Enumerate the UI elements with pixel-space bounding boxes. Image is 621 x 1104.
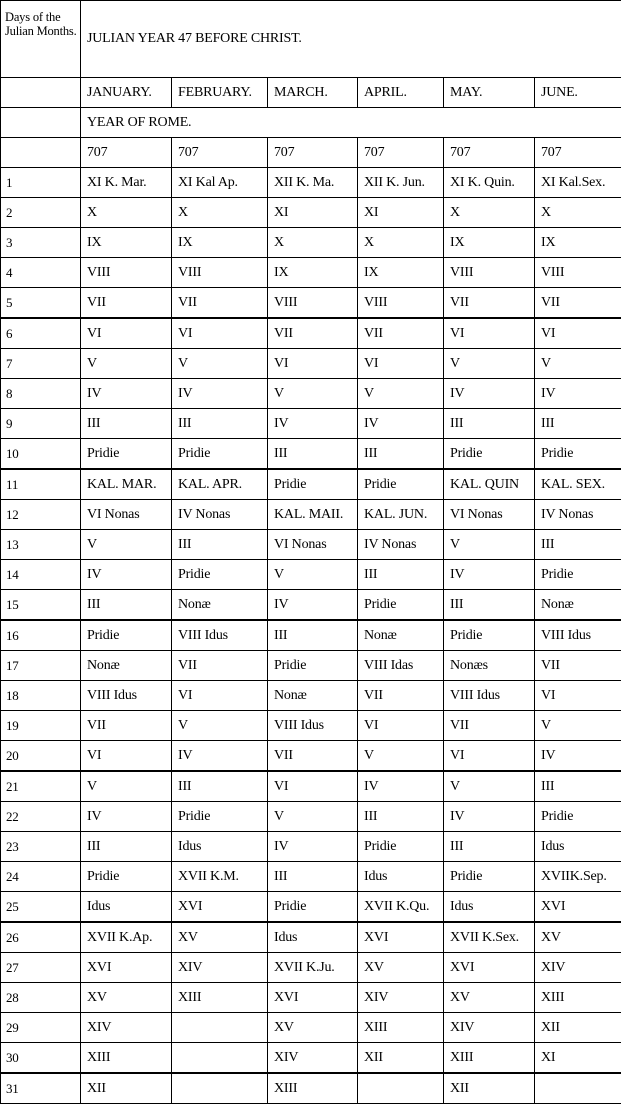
- calendar-cell: Idus: [81, 892, 172, 923]
- calendar-cell: VII: [358, 681, 444, 711]
- calendar-cell: III: [358, 802, 444, 832]
- calendar-cell: IX: [268, 258, 358, 288]
- calendar-cell: XVI: [81, 953, 172, 983]
- table-row: [1, 349, 621, 379]
- table-row: [1, 832, 621, 862]
- month-header-row: [1, 78, 621, 108]
- day-number: 31: [1, 1073, 81, 1104]
- calendar-cell: III: [172, 409, 268, 439]
- calendar-cell: VII: [268, 741, 358, 772]
- calendar-cell: XI: [358, 198, 444, 228]
- calendar-cell: IV: [172, 379, 268, 409]
- calendar-cell: KAL. QUIN: [444, 469, 535, 500]
- calendar-cell: XI Kal.Sex.: [535, 168, 621, 198]
- calendar-cell: Idus: [358, 862, 444, 892]
- year-value: 707: [535, 138, 621, 168]
- table-row: [1, 198, 621, 228]
- table-row: [1, 681, 621, 711]
- calendar-cell: XIII: [444, 1043, 535, 1074]
- calendar-cell: XV: [268, 1013, 358, 1043]
- calendar-cell: XVII K.Sex.: [444, 922, 535, 953]
- calendar-cell: VIII Idus: [172, 620, 268, 651]
- calendar-cell: VII: [358, 318, 444, 349]
- calendar-cell: XI K. Mar.: [81, 168, 172, 198]
- calendar-cell: III: [268, 620, 358, 651]
- month-header: FEBRUARY.: [172, 78, 268, 108]
- calendar-cell: VIII: [268, 288, 358, 319]
- calendar-cell: IV: [81, 379, 172, 409]
- calendar-cell: [535, 1073, 621, 1104]
- calendar-cell: III: [444, 590, 535, 621]
- calendar-cell: VII: [444, 711, 535, 741]
- day-number: 4: [1, 258, 81, 288]
- day-number: 11: [1, 469, 81, 500]
- table-title: JULIAN YEAR 47 BEFORE CHRIST.: [81, 1, 621, 78]
- calendar-cell: IV: [535, 741, 621, 772]
- calendar-cell: III: [535, 409, 621, 439]
- calendar-cell: V: [444, 349, 535, 379]
- calendar-cell: Pridie: [444, 620, 535, 651]
- table-row: [1, 560, 621, 590]
- calendar-cell: Pridie: [268, 651, 358, 681]
- calendar-cell: XV: [81, 983, 172, 1013]
- calendar-cell: V: [358, 741, 444, 772]
- day-number: 14: [1, 560, 81, 590]
- calendar-cell: VI: [81, 318, 172, 349]
- table-row: [1, 1073, 621, 1104]
- calendar-cell: VII: [268, 318, 358, 349]
- calendar-cell: IV: [268, 590, 358, 621]
- calendar-cell: VI: [81, 741, 172, 772]
- calendar-cell: XVI: [444, 953, 535, 983]
- day-number: 19: [1, 711, 81, 741]
- calendar-cell: V: [81, 771, 172, 802]
- day-number: 3: [1, 228, 81, 258]
- calendar-cell: X: [535, 198, 621, 228]
- calendar-cell: IX: [358, 258, 444, 288]
- blank-cell: [1, 138, 81, 168]
- year-of-rome-label: YEAR OF ROME.: [81, 108, 621, 138]
- calendar-cell: V: [268, 560, 358, 590]
- calendar-cell: XV: [358, 953, 444, 983]
- calendar-cell: Pridie: [358, 469, 444, 500]
- calendar-cell: V: [172, 711, 268, 741]
- calendar-cell: IX: [81, 228, 172, 258]
- table-row: [1, 862, 621, 892]
- calendar-cell: VII: [535, 651, 621, 681]
- calendar-cell: V: [535, 711, 621, 741]
- calendar-cell: VII: [172, 651, 268, 681]
- calendar-cell: VIII: [358, 288, 444, 319]
- table-row: [1, 1013, 621, 1043]
- calendar-cell: Pridie: [268, 892, 358, 923]
- calendar-cell: XVII K.Ap.: [81, 922, 172, 953]
- calendar-cell: XVI: [358, 922, 444, 953]
- calendar-cell: IV: [358, 771, 444, 802]
- calendar-cell: XI: [268, 198, 358, 228]
- day-number: 5: [1, 288, 81, 319]
- table-row: [1, 711, 621, 741]
- calendar-cell: VI: [268, 349, 358, 379]
- calendar-cell: IV: [172, 741, 268, 772]
- table-row: [1, 228, 621, 258]
- calendar-cell: VII: [81, 711, 172, 741]
- calendar-cell: XIV: [81, 1013, 172, 1043]
- calendar-cell: VI Nonas: [81, 500, 172, 530]
- calendar-cell: III: [81, 590, 172, 621]
- calendar-cell: III: [268, 439, 358, 470]
- calendar-cell: V: [358, 379, 444, 409]
- calendar-cell: III: [444, 409, 535, 439]
- calendar-cell: Pridie: [535, 560, 621, 590]
- calendar-cell: Nonæ: [535, 590, 621, 621]
- calendar-cell: V: [444, 771, 535, 802]
- calendar-cell: IV: [268, 409, 358, 439]
- calendar-cell: III: [268, 862, 358, 892]
- calendar-cell: IX: [535, 228, 621, 258]
- table-row: [1, 1043, 621, 1074]
- corner-header: Days of the Julian Months.: [1, 1, 81, 78]
- calendar-cell: V: [535, 349, 621, 379]
- calendar-cell: XV: [172, 922, 268, 953]
- calendar-cell: Pridie: [81, 439, 172, 470]
- calendar-cell: KAL. MAII.: [268, 500, 358, 530]
- calendar-cell: VII: [535, 288, 621, 319]
- day-number: 22: [1, 802, 81, 832]
- calendar-cell: IV: [444, 802, 535, 832]
- calendar-cell: VI: [535, 318, 621, 349]
- calendar-cell: IV: [358, 409, 444, 439]
- calendar-cell: XII: [535, 1013, 621, 1043]
- calendar-cell: V: [268, 379, 358, 409]
- table-row: [1, 741, 621, 772]
- calendar-cell: Pridie: [444, 439, 535, 470]
- calendar-cell: XV: [535, 922, 621, 953]
- calendar-cell: XVI: [268, 983, 358, 1013]
- day-number: 27: [1, 953, 81, 983]
- calendar-cell: XIV: [535, 953, 621, 983]
- month-header: JUNE.: [535, 78, 621, 108]
- month-header: APRIL.: [358, 78, 444, 108]
- calendar-cell: IV: [444, 560, 535, 590]
- month-header: MAY.: [444, 78, 535, 108]
- calendar-cell: XII: [81, 1073, 172, 1104]
- table-row: [1, 651, 621, 681]
- calendar-cell: XVII K.M.: [172, 862, 268, 892]
- calendar-cell: III: [535, 530, 621, 560]
- day-number: 6: [1, 318, 81, 349]
- year-value: 707: [172, 138, 268, 168]
- calendar-cell: KAL. APR.: [172, 469, 268, 500]
- day-number: 23: [1, 832, 81, 862]
- calendar-cell: Pridie: [81, 862, 172, 892]
- calendar-cell: VI: [444, 318, 535, 349]
- table-row: [1, 983, 621, 1013]
- calendar-cell: VI Nonas: [268, 530, 358, 560]
- title-row: [1, 1, 621, 78]
- blank-cell: [1, 78, 81, 108]
- calendar-cell: XI Kal Ap.: [172, 168, 268, 198]
- calendar-cell: XIII: [172, 983, 268, 1013]
- table-row: [1, 802, 621, 832]
- calendar-cell: [172, 1013, 268, 1043]
- calendar-cell: V: [444, 530, 535, 560]
- table-row: [1, 530, 621, 560]
- calendar-cell: Pridie: [268, 469, 358, 500]
- day-number: 24: [1, 862, 81, 892]
- calendar-cell: VI: [358, 349, 444, 379]
- calendar-cell: IX: [444, 228, 535, 258]
- calendar-cell: VI: [535, 681, 621, 711]
- calendar-cell: KAL. MAR.: [81, 469, 172, 500]
- table-row: [1, 318, 621, 349]
- day-number: 1: [1, 168, 81, 198]
- calendar-cell: III: [81, 409, 172, 439]
- calendar-cell: Idus: [535, 832, 621, 862]
- calendar-cell: IV Nonas: [535, 500, 621, 530]
- day-number: 8: [1, 379, 81, 409]
- calendar-cell: VIII: [172, 258, 268, 288]
- calendar-cell: XIII: [358, 1013, 444, 1043]
- calendar-cell: VIII: [535, 258, 621, 288]
- calendar-cell: IV: [444, 379, 535, 409]
- month-header: JANUARY.: [81, 78, 172, 108]
- day-number: 10: [1, 439, 81, 470]
- calendar-cell: Idus: [444, 892, 535, 923]
- calendar-cell: V: [268, 802, 358, 832]
- calendar-cell: X: [444, 198, 535, 228]
- calendar-cell: XIV: [268, 1043, 358, 1074]
- day-number: 20: [1, 741, 81, 772]
- day-number: 12: [1, 500, 81, 530]
- calendar-cell: Pridie: [358, 590, 444, 621]
- month-header: MARCH.: [268, 78, 358, 108]
- table-row: [1, 379, 621, 409]
- calendar-cell: III: [81, 832, 172, 862]
- calendar-cell: [172, 1073, 268, 1104]
- day-number: 13: [1, 530, 81, 560]
- calendar-cell: VI: [444, 741, 535, 772]
- calendar-cell: VI: [358, 711, 444, 741]
- calendar-cell: Idus: [268, 922, 358, 953]
- calendar-cell: Pridie: [535, 439, 621, 470]
- calendar-cell: III: [358, 560, 444, 590]
- calendar-cell: XVII K.Qu.: [358, 892, 444, 923]
- calendar-cell: VI: [172, 681, 268, 711]
- calendar-cell: XVIIK.Sep.: [535, 862, 621, 892]
- calendar-cell: VII: [172, 288, 268, 319]
- blank-cell: [1, 108, 81, 138]
- calendar-cell: Pridie: [172, 560, 268, 590]
- calendar-cell: IV Nonas: [172, 500, 268, 530]
- calendar-cell: X: [358, 228, 444, 258]
- calendar-cell: III: [358, 439, 444, 470]
- day-number: 21: [1, 771, 81, 802]
- table-row: [1, 409, 621, 439]
- calendar-cell: III: [172, 771, 268, 802]
- calendar-cell: XIV: [172, 953, 268, 983]
- calendar-cell: X: [268, 228, 358, 258]
- table-row: [1, 892, 621, 923]
- calendar-cell: III: [172, 530, 268, 560]
- year-value: 707: [268, 138, 358, 168]
- year-value: 707: [358, 138, 444, 168]
- day-number: 7: [1, 349, 81, 379]
- table-row: [1, 500, 621, 530]
- calendar-cell: XII K. Jun.: [358, 168, 444, 198]
- calendar-cell: XIV: [358, 983, 444, 1013]
- year-values-row: [1, 138, 621, 168]
- day-number: 16: [1, 620, 81, 651]
- calendar-cell: XV: [444, 983, 535, 1013]
- calendar-cell: VIII: [444, 258, 535, 288]
- calendar-cell: V: [81, 530, 172, 560]
- day-number: 26: [1, 922, 81, 953]
- calendar-cell: III: [535, 771, 621, 802]
- calendar-cell: XIII: [268, 1073, 358, 1104]
- calendar-cell: XII K. Ma.: [268, 168, 358, 198]
- calendar-cell: VIII Idas: [358, 651, 444, 681]
- calendar-cell: VIII Idus: [268, 711, 358, 741]
- calendar-cell: V: [81, 349, 172, 379]
- table-row: [1, 439, 621, 470]
- calendar-cell: X: [81, 198, 172, 228]
- year-of-rome-row: [1, 108, 621, 138]
- calendar-cell: III: [444, 832, 535, 862]
- day-number: 30: [1, 1043, 81, 1074]
- calendar-cell: Pridie: [81, 620, 172, 651]
- calendar-cell: Idus: [172, 832, 268, 862]
- day-number: 29: [1, 1013, 81, 1043]
- calendar-cell: Pridie: [535, 802, 621, 832]
- table-row: [1, 953, 621, 983]
- calendar-cell: Pridie: [444, 862, 535, 892]
- calendar-cell: Nonæs: [444, 651, 535, 681]
- calendar-cell: VI: [268, 771, 358, 802]
- year-value: 707: [444, 138, 535, 168]
- calendar-cell: V: [172, 349, 268, 379]
- calendar-cell: VIII Idus: [81, 681, 172, 711]
- calendar-cell: XII: [358, 1043, 444, 1074]
- day-number: 17: [1, 651, 81, 681]
- calendar-cell: [358, 1073, 444, 1104]
- table-row: [1, 258, 621, 288]
- calendar-cell: VI: [172, 318, 268, 349]
- calendar-cell: Nonæ: [172, 590, 268, 621]
- table-row: [1, 590, 621, 621]
- calendar-cell: XIII: [535, 983, 621, 1013]
- calendar-cell: X: [172, 198, 268, 228]
- table-row: [1, 168, 621, 198]
- calendar-cell: VIII Idus: [535, 620, 621, 651]
- calendar-cell: Pridie: [358, 832, 444, 862]
- calendar-cell: XVI: [172, 892, 268, 923]
- day-number: 15: [1, 590, 81, 621]
- day-number: 9: [1, 409, 81, 439]
- calendar-cell: XVI: [535, 892, 621, 923]
- calendar-cell: KAL. JUN.: [358, 500, 444, 530]
- day-number: 2: [1, 198, 81, 228]
- calendar-cell: IV: [535, 379, 621, 409]
- calendar-cell: IV: [81, 802, 172, 832]
- table-row: [1, 469, 621, 500]
- calendar-cell: Pridie: [172, 802, 268, 832]
- calendar-cell: IX: [172, 228, 268, 258]
- calendar-cell: XI K. Quin.: [444, 168, 535, 198]
- calendar-cell: Pridie: [172, 439, 268, 470]
- calendar-cell: VIII Idus: [444, 681, 535, 711]
- table-row: [1, 288, 621, 319]
- calendar-cell: Nonæ: [268, 681, 358, 711]
- calendar-cell: XII: [444, 1073, 535, 1104]
- calendar-cell: XIII: [81, 1043, 172, 1074]
- table-row: [1, 922, 621, 953]
- calendar-cell: Nonæ: [81, 651, 172, 681]
- calendar-cell: XVII K.Ju.: [268, 953, 358, 983]
- calendar-cell: VII: [81, 288, 172, 319]
- table-row: [1, 771, 621, 802]
- calendar-cell: [172, 1043, 268, 1074]
- calendar-cell: IV: [81, 560, 172, 590]
- calendar-cell: XIV: [444, 1013, 535, 1043]
- year-value: 707: [81, 138, 172, 168]
- calendar-cell: VII: [444, 288, 535, 319]
- calendar-cell: IV: [268, 832, 358, 862]
- calendar-cell: VI Nonas: [444, 500, 535, 530]
- calendar-cell: VIII: [81, 258, 172, 288]
- day-number: 28: [1, 983, 81, 1013]
- calendar-cell: XI: [535, 1043, 621, 1074]
- day-number: 25: [1, 892, 81, 923]
- day-number: 18: [1, 681, 81, 711]
- table-row: [1, 620, 621, 651]
- calendar-cell: Nonæ: [358, 620, 444, 651]
- calendar-cell: KAL. SEX.: [535, 469, 621, 500]
- calendar-cell: IV Nonas: [358, 530, 444, 560]
